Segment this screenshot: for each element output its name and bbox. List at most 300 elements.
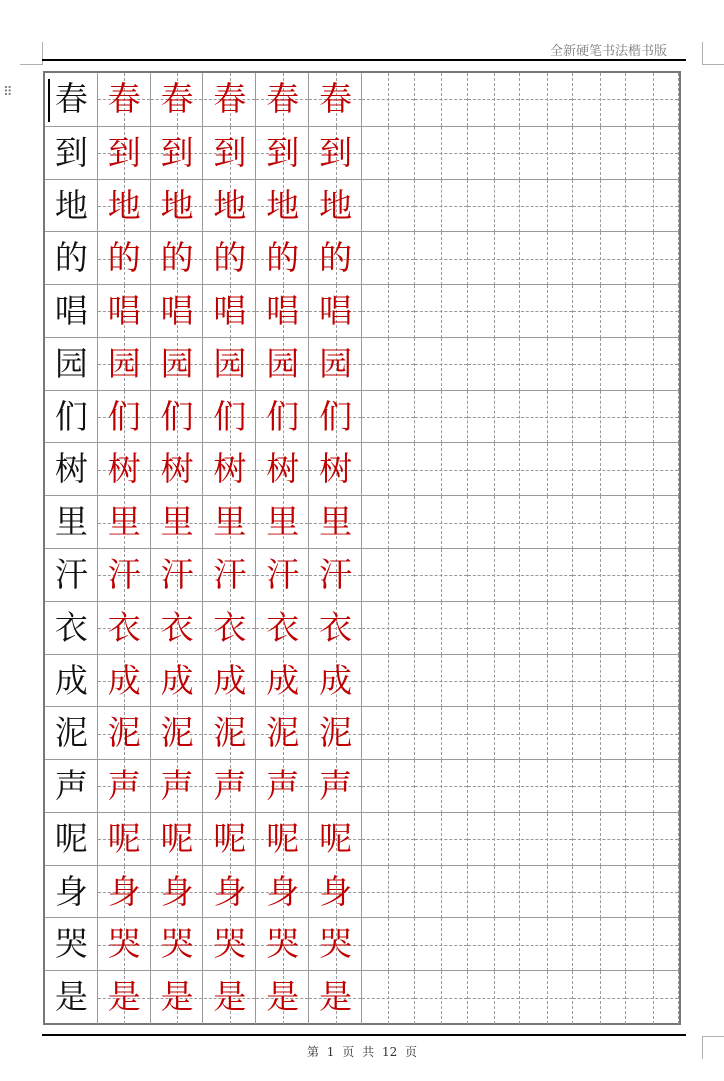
blank-cell[interactable] xyxy=(468,655,521,708)
vertical-guide xyxy=(441,918,442,971)
blank-cell[interactable] xyxy=(415,232,468,285)
blank-cell[interactable] xyxy=(468,707,521,760)
model-cell[interactable] xyxy=(45,655,98,708)
blank-cell[interactable] xyxy=(415,443,468,496)
trace-character: 衣 xyxy=(319,607,353,647)
blank-cell[interactable] xyxy=(521,971,574,1024)
blank-cell[interactable] xyxy=(573,180,626,233)
trace-character: 唱 xyxy=(160,291,194,331)
blank-cell[interactable] xyxy=(521,602,574,655)
vertical-guide xyxy=(547,971,548,1024)
trace-cell[interactable] xyxy=(151,549,204,602)
trace-character: 树 xyxy=(107,449,141,489)
blank-cell[interactable] xyxy=(521,127,574,180)
practice-grid xyxy=(43,71,681,1025)
trace-character: 唱 xyxy=(107,291,141,331)
trace-character: 春 xyxy=(107,79,141,118)
blank-cell[interactable] xyxy=(468,602,521,655)
trace-cell[interactable] xyxy=(98,655,151,708)
trace-cell[interactable] xyxy=(204,813,257,866)
blank-cell[interactable] xyxy=(626,918,679,971)
vertical-guide xyxy=(653,180,654,233)
blank-cell[interactable] xyxy=(521,918,574,971)
blank-cell[interactable] xyxy=(521,73,574,126)
model-cell[interactable] xyxy=(45,391,98,444)
blank-cell[interactable] xyxy=(626,602,679,655)
trace-character: 唱 xyxy=(319,291,353,331)
trace-cell[interactable] xyxy=(151,443,204,496)
vertical-guide xyxy=(388,496,389,549)
blank-cell[interactable] xyxy=(626,338,679,391)
trace-cell[interactable] xyxy=(98,180,151,233)
trace-character: 里 xyxy=(160,502,194,542)
blank-cell[interactable] xyxy=(468,496,521,549)
trace-cell[interactable] xyxy=(204,443,257,496)
blank-cell[interactable] xyxy=(415,760,468,813)
blank-cell[interactable] xyxy=(362,813,415,866)
blank-cell[interactable] xyxy=(626,760,679,813)
trace-cell[interactable] xyxy=(309,549,362,602)
header-title: 全新硬笔书法楷书版 xyxy=(549,44,667,59)
trace-cell[interactable] xyxy=(151,73,204,126)
trace-character: 声 xyxy=(213,766,247,806)
trace-cell[interactable] xyxy=(151,813,204,866)
blank-cell[interactable] xyxy=(521,760,574,813)
vertical-guide xyxy=(441,391,442,444)
trace-cell[interactable] xyxy=(309,443,362,496)
trace-cell[interactable] xyxy=(204,971,257,1024)
vertical-guide xyxy=(494,285,495,338)
trace-cell[interactable] xyxy=(98,127,151,180)
blank-cell[interactable] xyxy=(468,918,521,971)
blank-cell[interactable] xyxy=(521,496,574,549)
trace-cell[interactable] xyxy=(309,602,362,655)
blank-cell[interactable] xyxy=(362,285,415,338)
trace-character: 的 xyxy=(266,238,300,278)
model-character: 的 xyxy=(54,238,88,278)
trace-character: 园 xyxy=(107,343,141,383)
trace-cell[interactable] xyxy=(204,866,257,919)
trace-cell[interactable] xyxy=(98,496,151,549)
blank-cell[interactable] xyxy=(573,760,626,813)
model-cell[interactable] xyxy=(45,602,98,655)
blank-cell[interactable] xyxy=(415,73,468,126)
blank-cell[interactable] xyxy=(362,760,415,813)
trace-cell[interactable] xyxy=(256,338,309,391)
trace-cell[interactable] xyxy=(204,918,257,971)
blank-cell[interactable] xyxy=(415,549,468,602)
trace-cell[interactable] xyxy=(256,707,309,760)
trace-cell[interactable] xyxy=(309,760,362,813)
trace-cell[interactable] xyxy=(204,73,257,126)
blank-cell[interactable] xyxy=(468,443,521,496)
vertical-guide xyxy=(653,496,654,549)
blank-cell[interactable] xyxy=(521,549,574,602)
trace-cell[interactable] xyxy=(256,285,309,338)
trace-cell[interactable] xyxy=(204,655,257,708)
trace-cell[interactable] xyxy=(98,918,151,971)
blank-cell[interactable] xyxy=(468,971,521,1024)
vertical-guide xyxy=(441,338,442,391)
trace-cell[interactable] xyxy=(256,866,309,919)
vertical-guide xyxy=(547,707,548,760)
trace-cell[interactable] xyxy=(204,602,257,655)
blank-cell[interactable] xyxy=(573,391,626,444)
trace-cell[interactable] xyxy=(256,391,309,444)
blank-cell[interactable] xyxy=(362,866,415,919)
trace-character: 呢 xyxy=(266,818,300,858)
trace-cell[interactable] xyxy=(151,391,204,444)
trace-character: 声 xyxy=(107,766,141,806)
blank-cell[interactable] xyxy=(362,180,415,233)
model-cell[interactable] xyxy=(45,549,98,602)
blank-cell[interactable] xyxy=(626,443,679,496)
trace-cell[interactable] xyxy=(309,971,362,1024)
trace-cell[interactable] xyxy=(204,549,257,602)
trace-cell[interactable] xyxy=(309,866,362,919)
text-cursor xyxy=(48,79,50,122)
blank-cell[interactable] xyxy=(521,443,574,496)
blank-cell[interactable] xyxy=(626,866,679,919)
trace-cell[interactable] xyxy=(309,338,362,391)
trace-cell[interactable] xyxy=(98,971,151,1024)
blank-cell[interactable] xyxy=(415,971,468,1024)
blank-cell[interactable] xyxy=(573,918,626,971)
blank-cell[interactable] xyxy=(362,232,415,285)
blank-cell[interactable] xyxy=(626,655,679,708)
vertical-guide xyxy=(600,391,601,444)
trace-character: 到 xyxy=(213,132,247,172)
blank-cell[interactable] xyxy=(362,707,415,760)
blank-cell[interactable] xyxy=(362,338,415,391)
blank-cell[interactable] xyxy=(468,760,521,813)
trace-cell[interactable] xyxy=(309,918,362,971)
blank-cell[interactable] xyxy=(521,707,574,760)
vertical-guide xyxy=(494,655,495,708)
blank-cell[interactable] xyxy=(521,391,574,444)
trace-character: 哭 xyxy=(319,924,353,964)
blank-cell[interactable] xyxy=(521,866,574,919)
blank-cell[interactable] xyxy=(415,127,468,180)
vertical-guide xyxy=(600,866,601,919)
trace-character: 里 xyxy=(319,502,353,542)
blank-cell[interactable] xyxy=(362,391,415,444)
blank-cell[interactable] xyxy=(468,232,521,285)
blank-cell[interactable] xyxy=(573,443,626,496)
trace-cell[interactable] xyxy=(204,707,257,760)
blank-cell[interactable] xyxy=(626,496,679,549)
blank-cell[interactable] xyxy=(521,285,574,338)
trace-cell[interactable] xyxy=(204,391,257,444)
trace-cell[interactable] xyxy=(204,180,257,233)
trace-cell[interactable] xyxy=(256,73,309,126)
trace-cell[interactable] xyxy=(309,707,362,760)
trace-cell[interactable] xyxy=(151,180,204,233)
blank-cell[interactable] xyxy=(626,285,679,338)
vertical-guide xyxy=(653,391,654,444)
blank-cell[interactable] xyxy=(573,602,626,655)
trace-cell[interactable] xyxy=(204,127,257,180)
blank-cell[interactable] xyxy=(521,655,574,708)
model-character: 里 xyxy=(54,502,88,542)
model-cell[interactable] xyxy=(45,760,98,813)
blank-cell[interactable] xyxy=(468,549,521,602)
blank-cell[interactable] xyxy=(573,73,626,126)
trace-cell[interactable] xyxy=(151,232,204,285)
vertical-guide xyxy=(388,971,389,1024)
trace-character: 成 xyxy=(160,660,194,700)
blank-cell[interactable] xyxy=(521,813,574,866)
blank-cell[interactable] xyxy=(362,602,415,655)
blank-cell[interactable] xyxy=(573,232,626,285)
blank-cell[interactable] xyxy=(468,73,521,126)
model-cell[interactable] xyxy=(45,918,98,971)
blank-cell[interactable] xyxy=(573,549,626,602)
blank-cell[interactable] xyxy=(573,971,626,1024)
trace-character: 泥 xyxy=(266,713,300,753)
trace-character: 衣 xyxy=(213,607,247,647)
model-cell[interactable] xyxy=(45,73,98,126)
blank-cell[interactable] xyxy=(573,496,626,549)
trace-cell[interactable] xyxy=(98,602,151,655)
blank-cell[interactable] xyxy=(626,971,679,1024)
blank-cell[interactable] xyxy=(468,338,521,391)
trace-cell[interactable] xyxy=(256,443,309,496)
vertical-guide xyxy=(653,549,654,602)
blank-cell[interactable] xyxy=(626,813,679,866)
trace-cell[interactable] xyxy=(309,496,362,549)
model-character: 泥 xyxy=(54,713,88,753)
trace-cell[interactable] xyxy=(151,866,204,919)
trace-cell[interactable] xyxy=(98,813,151,866)
trace-cell[interactable] xyxy=(309,655,362,708)
vertical-guide xyxy=(388,73,389,126)
vertical-guide xyxy=(494,496,495,549)
trace-cell[interactable] xyxy=(151,338,204,391)
trace-character: 园 xyxy=(266,343,300,383)
trace-character: 春 xyxy=(266,79,300,118)
vertical-guide xyxy=(388,180,389,233)
trace-cell[interactable] xyxy=(309,232,362,285)
blank-cell[interactable] xyxy=(573,707,626,760)
blank-cell[interactable] xyxy=(521,338,574,391)
blank-cell[interactable] xyxy=(415,602,468,655)
blank-cell[interactable] xyxy=(626,391,679,444)
blank-cell[interactable] xyxy=(626,232,679,285)
trace-cell[interactable] xyxy=(98,443,151,496)
trace-cell[interactable] xyxy=(98,707,151,760)
blank-cell[interactable] xyxy=(573,655,626,708)
blank-cell[interactable] xyxy=(468,127,521,180)
grid-row xyxy=(45,126,679,180)
blank-cell[interactable] xyxy=(415,338,468,391)
trace-cell[interactable] xyxy=(256,760,309,813)
blank-cell[interactable] xyxy=(573,285,626,338)
vertical-guide xyxy=(653,127,654,180)
trace-cell[interactable] xyxy=(151,707,204,760)
trace-cell[interactable] xyxy=(98,73,151,126)
grid-row xyxy=(45,759,679,813)
trace-cell[interactable] xyxy=(204,496,257,549)
vertical-guide xyxy=(494,180,495,233)
blank-cell[interactable] xyxy=(362,496,415,549)
trace-cell[interactable] xyxy=(98,549,151,602)
trace-cell[interactable] xyxy=(256,918,309,971)
blank-cell[interactable] xyxy=(573,338,626,391)
trace-cell[interactable] xyxy=(204,338,257,391)
blank-cell[interactable] xyxy=(573,813,626,866)
blank-cell[interactable] xyxy=(362,918,415,971)
blank-cell[interactable] xyxy=(415,918,468,971)
trace-cell[interactable] xyxy=(204,285,257,338)
trace-character: 地 xyxy=(266,185,300,225)
trace-character: 成 xyxy=(266,660,300,700)
trace-cell[interactable] xyxy=(151,760,204,813)
blank-cell[interactable] xyxy=(468,285,521,338)
footer-prefix: 第 xyxy=(306,1045,319,1059)
vertical-guide xyxy=(547,232,548,285)
vertical-guide xyxy=(600,655,601,708)
trace-cell[interactable] xyxy=(151,918,204,971)
trace-cell[interactable] xyxy=(151,285,204,338)
trace-cell[interactable] xyxy=(256,655,309,708)
trace-cell[interactable] xyxy=(309,285,362,338)
blank-cell[interactable] xyxy=(415,707,468,760)
trace-character: 身 xyxy=(319,871,353,911)
footer-rule xyxy=(42,1034,686,1036)
blank-cell[interactable] xyxy=(415,496,468,549)
blank-cell[interactable] xyxy=(626,549,679,602)
drag-handle-icon[interactable]: ⠿ xyxy=(3,85,13,100)
model-cell[interactable] xyxy=(45,707,98,760)
blank-cell[interactable] xyxy=(521,180,574,233)
trace-cell[interactable] xyxy=(256,549,309,602)
model-cell[interactable] xyxy=(45,338,98,391)
vertical-guide xyxy=(600,73,601,126)
blank-cell[interactable] xyxy=(468,391,521,444)
trace-cell[interactable] xyxy=(256,813,309,866)
trace-character: 到 xyxy=(266,132,300,172)
trace-character: 哭 xyxy=(266,924,300,964)
page-footer xyxy=(0,1043,724,1060)
trace-cell[interactable] xyxy=(98,338,151,391)
model-cell[interactable] xyxy=(45,971,98,1024)
vertical-guide xyxy=(547,866,548,919)
trace-cell[interactable] xyxy=(256,496,309,549)
blank-cell[interactable] xyxy=(468,866,521,919)
trace-cell[interactable] xyxy=(151,127,204,180)
blank-cell[interactable] xyxy=(415,285,468,338)
vertical-guide xyxy=(653,338,654,391)
trace-character: 们 xyxy=(213,396,247,436)
blank-cell[interactable] xyxy=(573,127,626,180)
model-cell[interactable] xyxy=(45,813,98,866)
blank-cell[interactable] xyxy=(362,73,415,126)
trace-character: 们 xyxy=(107,396,141,436)
blank-cell[interactable] xyxy=(415,180,468,233)
blank-cell[interactable] xyxy=(468,813,521,866)
blank-cell[interactable] xyxy=(362,971,415,1024)
trace-character: 地 xyxy=(213,185,247,225)
blank-cell[interactable] xyxy=(415,655,468,708)
model-cell[interactable] xyxy=(45,180,98,233)
vertical-guide xyxy=(388,338,389,391)
trace-cell[interactable] xyxy=(98,866,151,919)
blank-cell[interactable] xyxy=(521,232,574,285)
trace-cell[interactable] xyxy=(151,496,204,549)
vertical-guide xyxy=(441,73,442,126)
model-cell[interactable] xyxy=(45,866,98,919)
blank-cell[interactable] xyxy=(362,443,415,496)
footer-suffix: 页 xyxy=(405,1045,418,1059)
trace-cell[interactable] xyxy=(309,127,362,180)
trace-character: 园 xyxy=(319,343,353,383)
trace-character: 们 xyxy=(266,396,300,436)
grid-row xyxy=(45,337,679,391)
trace-cell[interactable] xyxy=(204,232,257,285)
blank-cell[interactable] xyxy=(415,813,468,866)
model-character: 地 xyxy=(54,185,88,225)
footer-page-label: 页 xyxy=(342,1045,355,1059)
trace-cell[interactable] xyxy=(151,602,204,655)
trace-character: 到 xyxy=(160,132,194,172)
blank-cell[interactable] xyxy=(626,127,679,180)
trace-cell[interactable] xyxy=(309,180,362,233)
trace-character: 里 xyxy=(266,502,300,542)
trace-cell[interactable] xyxy=(256,971,309,1024)
blank-cell[interactable] xyxy=(415,391,468,444)
trace-cell[interactable] xyxy=(98,760,151,813)
trace-cell[interactable] xyxy=(256,602,309,655)
vertical-guide xyxy=(388,549,389,602)
blank-cell[interactable] xyxy=(626,180,679,233)
trace-character: 是 xyxy=(266,977,300,1017)
model-character: 园 xyxy=(54,343,88,383)
trace-cell[interactable] xyxy=(98,232,151,285)
vertical-guide xyxy=(653,918,654,971)
blank-cell[interactable] xyxy=(362,655,415,708)
trace-character: 哭 xyxy=(107,924,141,964)
model-cell[interactable] xyxy=(45,127,98,180)
blank-cell[interactable] xyxy=(626,707,679,760)
blank-cell[interactable] xyxy=(468,180,521,233)
model-cell[interactable] xyxy=(45,443,98,496)
model-cell[interactable] xyxy=(45,232,98,285)
blank-cell[interactable] xyxy=(362,549,415,602)
vertical-guide xyxy=(600,338,601,391)
blank-cell[interactable] xyxy=(362,127,415,180)
trace-cell[interactable] xyxy=(309,813,362,866)
vertical-guide xyxy=(600,443,601,496)
trace-cell[interactable] xyxy=(151,655,204,708)
trace-cell[interactable] xyxy=(256,232,309,285)
trace-cell[interactable] xyxy=(98,391,151,444)
blank-cell[interactable] xyxy=(626,73,679,126)
blank-cell[interactable] xyxy=(415,866,468,919)
trace-cell[interactable] xyxy=(98,285,151,338)
trace-character: 树 xyxy=(160,449,194,489)
trace-cell[interactable] xyxy=(151,971,204,1024)
model-cell[interactable] xyxy=(45,285,98,338)
blank-cell[interactable] xyxy=(573,866,626,919)
trace-cell[interactable] xyxy=(309,391,362,444)
trace-cell[interactable] xyxy=(256,180,309,233)
trace-cell[interactable] xyxy=(204,760,257,813)
vertical-guide xyxy=(441,127,442,180)
trace-cell[interactable] xyxy=(309,73,362,126)
model-cell[interactable] xyxy=(45,496,98,549)
trace-cell[interactable] xyxy=(256,127,309,180)
